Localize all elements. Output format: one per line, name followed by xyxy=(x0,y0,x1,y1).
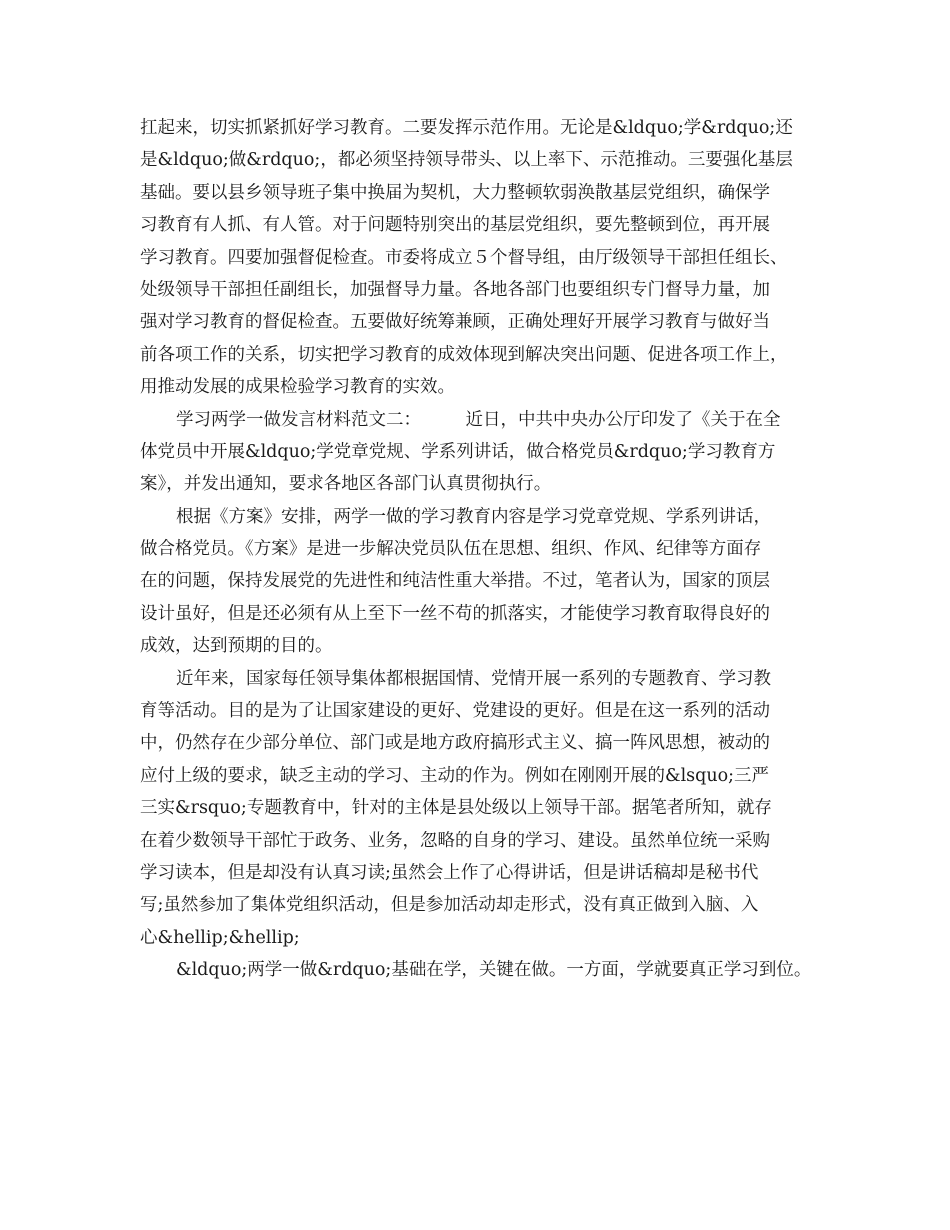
text-line: 学习教育。四要加强督促检查。市委将成立５个督导组，由厅级领导干部担任组长、 xyxy=(140,247,788,268)
text-line: 学习读本，但是却没有认真习读;虽然会上作了心得讲话，但是讲话稿却是秘书代 xyxy=(140,862,759,883)
text-line: 体党员中开展&ldquo;学党章党规、学系列讲话，做合格党员&rdquo;学习教育方 xyxy=(140,441,776,462)
paragraph-start-line: 近年来，国家每任领导集体都根据国情、党情开展一系列的专题教育、学习教 xyxy=(176,668,771,689)
paragraph-start-line: &ldquo;两学一做&rdquo;基础在学，关键在做。一方面，学就要真正学习到位。 xyxy=(176,960,812,981)
text-line: 成效，达到预期的目的。 xyxy=(140,636,333,657)
text-line: 案》，并发出通知，要求各地区各部门认真贯彻执行。 xyxy=(140,474,552,495)
text-line: 心&hellip;&hellip; xyxy=(140,927,300,948)
text-line: 在的问题，保持发展党的先进性和纯洁性重大举措。不过，笔者认为，国家的顶层 xyxy=(140,571,770,592)
text-line: 中，仍然存在少部分单位、部门或是地方政府搞形式主义、搞一阵风思想，被动的 xyxy=(140,733,770,754)
text-line: 在着少数领导干部忙于政务、业务，忽略的自身的学习、建设。虽然单位统一采购 xyxy=(140,830,770,851)
paragraph-start-line: 根据《方案》安排，两学一做的学习教育内容是学习党章党规、学系列讲话， xyxy=(176,506,771,527)
paragraph-start-line: 学习两学一做发言材料范文二： 近日，中共中央办公厅印发了《关于在全 xyxy=(176,409,781,430)
text-line: 基础。要以县乡领导班子集中换届为契机，大力整顿软弱涣散基层党组织，确保学 xyxy=(140,182,770,203)
text-line: 应付上级的要求，缺乏主动的学习、主动的作为。例如在刚刚开展的&lsquo;三严 xyxy=(140,765,770,786)
text-line: 是&ldquo;做&rdquo;，都必须坚持领导带头、以上率下、示范推动。三要强化基层 xyxy=(140,150,793,171)
text-line: 做合格党员。《方案》是进一步解决党员队伍在思想、组织、作风、纪律等方面存 xyxy=(140,539,762,560)
document-body-text xyxy=(140,112,830,987)
text-line: 三实&rsquo;专题教育中，针对的主体是县处级以上领导干部。据笔者所知，就存 xyxy=(140,798,772,819)
text-line: 设计虽好，但是还必须有从上至下一丝不苟的抓落实，才能使学习教育取得良好的 xyxy=(140,603,770,624)
text-line: 写;虽然参加了集体党组织活动，但是参加活动却走形式，没有真正做到入脑、入 xyxy=(140,895,759,916)
text-line: 习教育有人抓、有人管。对于问题特别突出的基层党组织，要先整顿到位，再开展 xyxy=(140,215,770,236)
text-line: 强对学习教育的督促检查。五要做好统筹兼顾，正确处理好开展学习教育与做好当 xyxy=(140,312,770,333)
text-line: 扛起来，切实抓紧抓好学习教育。二要发挥示范作用。无论是&ldquo;学&rdquo;还 xyxy=(140,118,793,138)
text-line: 处级领导干部担任副组长，加强督导力量。各地各部门也要组织专门督导力量，加 xyxy=(140,279,770,300)
text-line: 用推动发展的成果检验学习教育的实效。 xyxy=(140,377,455,398)
text-line: 前各项工作的关系，切实把学习教育的成效体现到解决突出问题、促进各项工作上， xyxy=(140,344,788,365)
text-line: 育等活动。目的是为了让国家建设的更好、党建设的更好。但是在这一系列的活动 xyxy=(140,701,770,722)
